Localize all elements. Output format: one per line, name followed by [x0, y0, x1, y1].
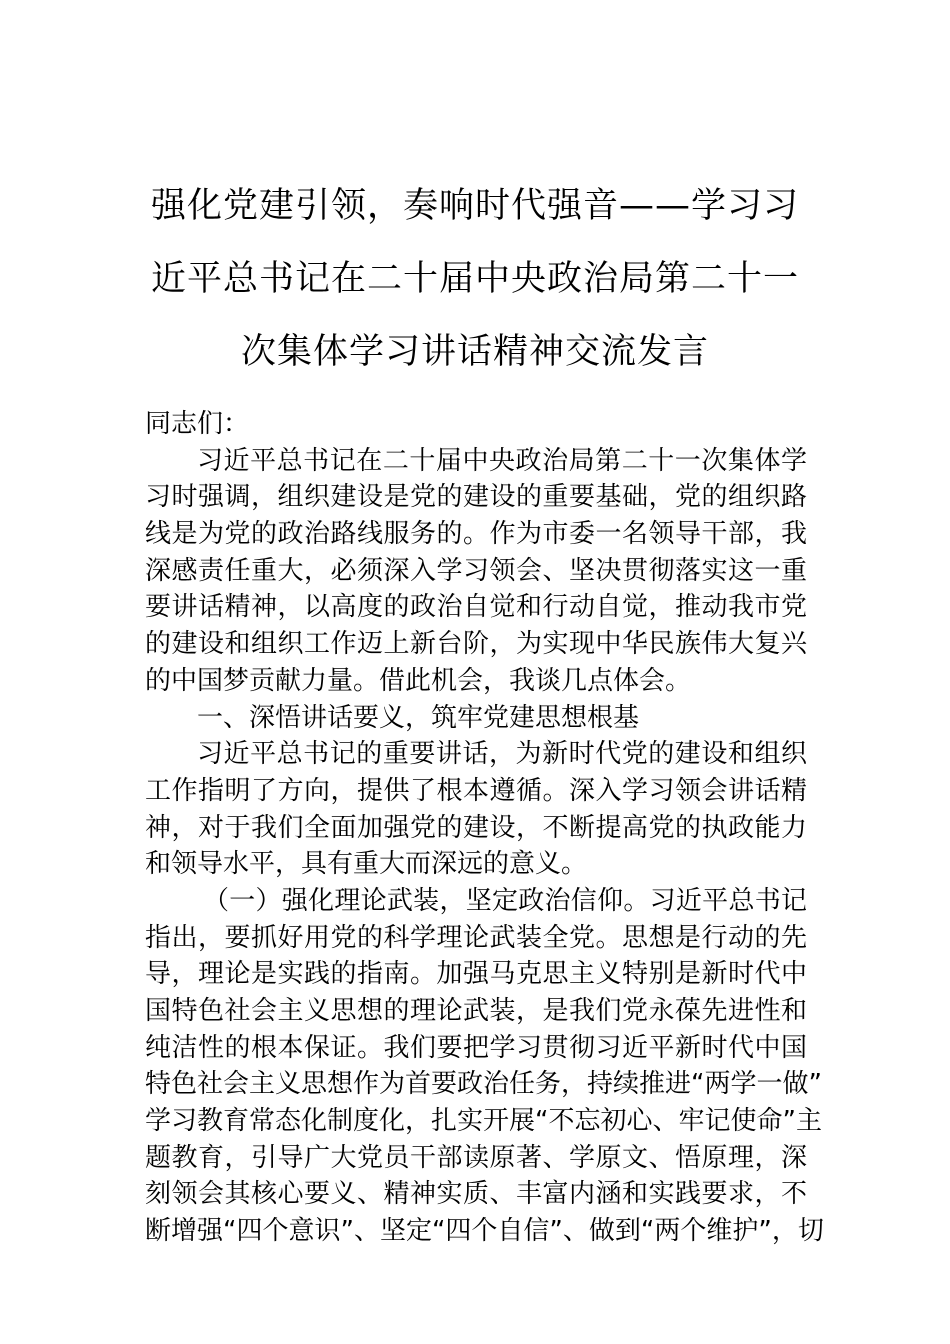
paragraph-line: 和领导水平，具有重大而深远的意义。 — [145, 849, 588, 880]
paragraph-line: 导，理论是实践的指南。加强马克思主义特别是新时代中 — [145, 959, 807, 990]
title-line: 次集体学习讲话精神交流发言 — [240, 332, 709, 372]
paragraph-line: 工作指明了方向，提供了根本遵循。深入学习领会讲话精 — [145, 775, 807, 806]
title-line: 近平总书记在二十届中央政治局第二十一 — [150, 259, 799, 299]
paragraph-line: 特色社会主义思想作为首要政治任务，持续推进“两学一做” — [145, 1069, 822, 1100]
paragraph-line: 的中国梦贡献力量。借此机会，我谈几点体会。 — [145, 665, 692, 696]
section-heading: 一、深悟讲话要义，筑牢党建思想根基 — [197, 702, 640, 733]
document-title — [140, 170, 810, 389]
paragraph-intro — [145, 443, 807, 700]
paragraph-line: 的建设和组织工作迈上新台阶，为实现中华民族伟大复兴 — [145, 629, 807, 660]
paragraph-line: 习近平总书记在二十届中央政治局第二十一次集体学 — [197, 445, 807, 476]
paragraph-line: 断增强“四个意识”、坚定“四个自信”、做到“两个维护”，切 — [145, 1216, 824, 1247]
paragraph-line: 题教育，引导广大党员干部读原著、学原文、悟原理，深 — [145, 1142, 807, 1173]
paragraph-section1 — [145, 736, 807, 883]
salutation: 同志们： — [145, 409, 250, 439]
paragraph-line: 国特色社会主义思想的理论武装，是我们党永葆先进性和 — [145, 996, 807, 1026]
paragraph-subsection1 — [145, 883, 824, 1250]
paragraph-line: （一）强化理论武装，坚定政治信仰。习近平总书记 — [203, 885, 807, 916]
paragraph-line: 要讲话精神，以高度的政治自觉和行动自觉，推动我市党 — [145, 592, 807, 623]
paragraph-line: 深感责任重大，必须深入学习领会、坚决贯彻落实这一重 — [145, 555, 807, 586]
paragraph-line: 习近平总书记的重要讲话，为新时代党的建设和组织 — [197, 739, 807, 770]
paragraph-line: 神，对于我们全面加强党的建设，不断提高党的执政能力 — [145, 812, 807, 843]
paragraph-line: 线是为党的政治路线服务的。作为市委一名领导干部，我 — [145, 519, 807, 550]
title-line: 强化党建引领，奏响时代强音——学习习 — [150, 186, 799, 226]
paragraph-line: 习时强调，组织建设是党的建设的重要基础，党的组织路 — [145, 482, 807, 513]
paragraph-line: 刻领会其核心要义、精神实质、丰富内涵和实践要求，不 — [145, 1179, 807, 1210]
document-body — [145, 406, 824, 1250]
paragraph-line: 纯洁性的根本保证。我们要把学习贯彻习近平新时代中国 — [145, 1032, 807, 1063]
paragraph-line: 指出，要抓好用党的科学理论武装全党。思想是行动的先 — [145, 922, 807, 953]
paragraph-line: 学习教育常态化制度化，扎实开展“不忘初心、牢记使命”主 — [145, 1106, 822, 1137]
